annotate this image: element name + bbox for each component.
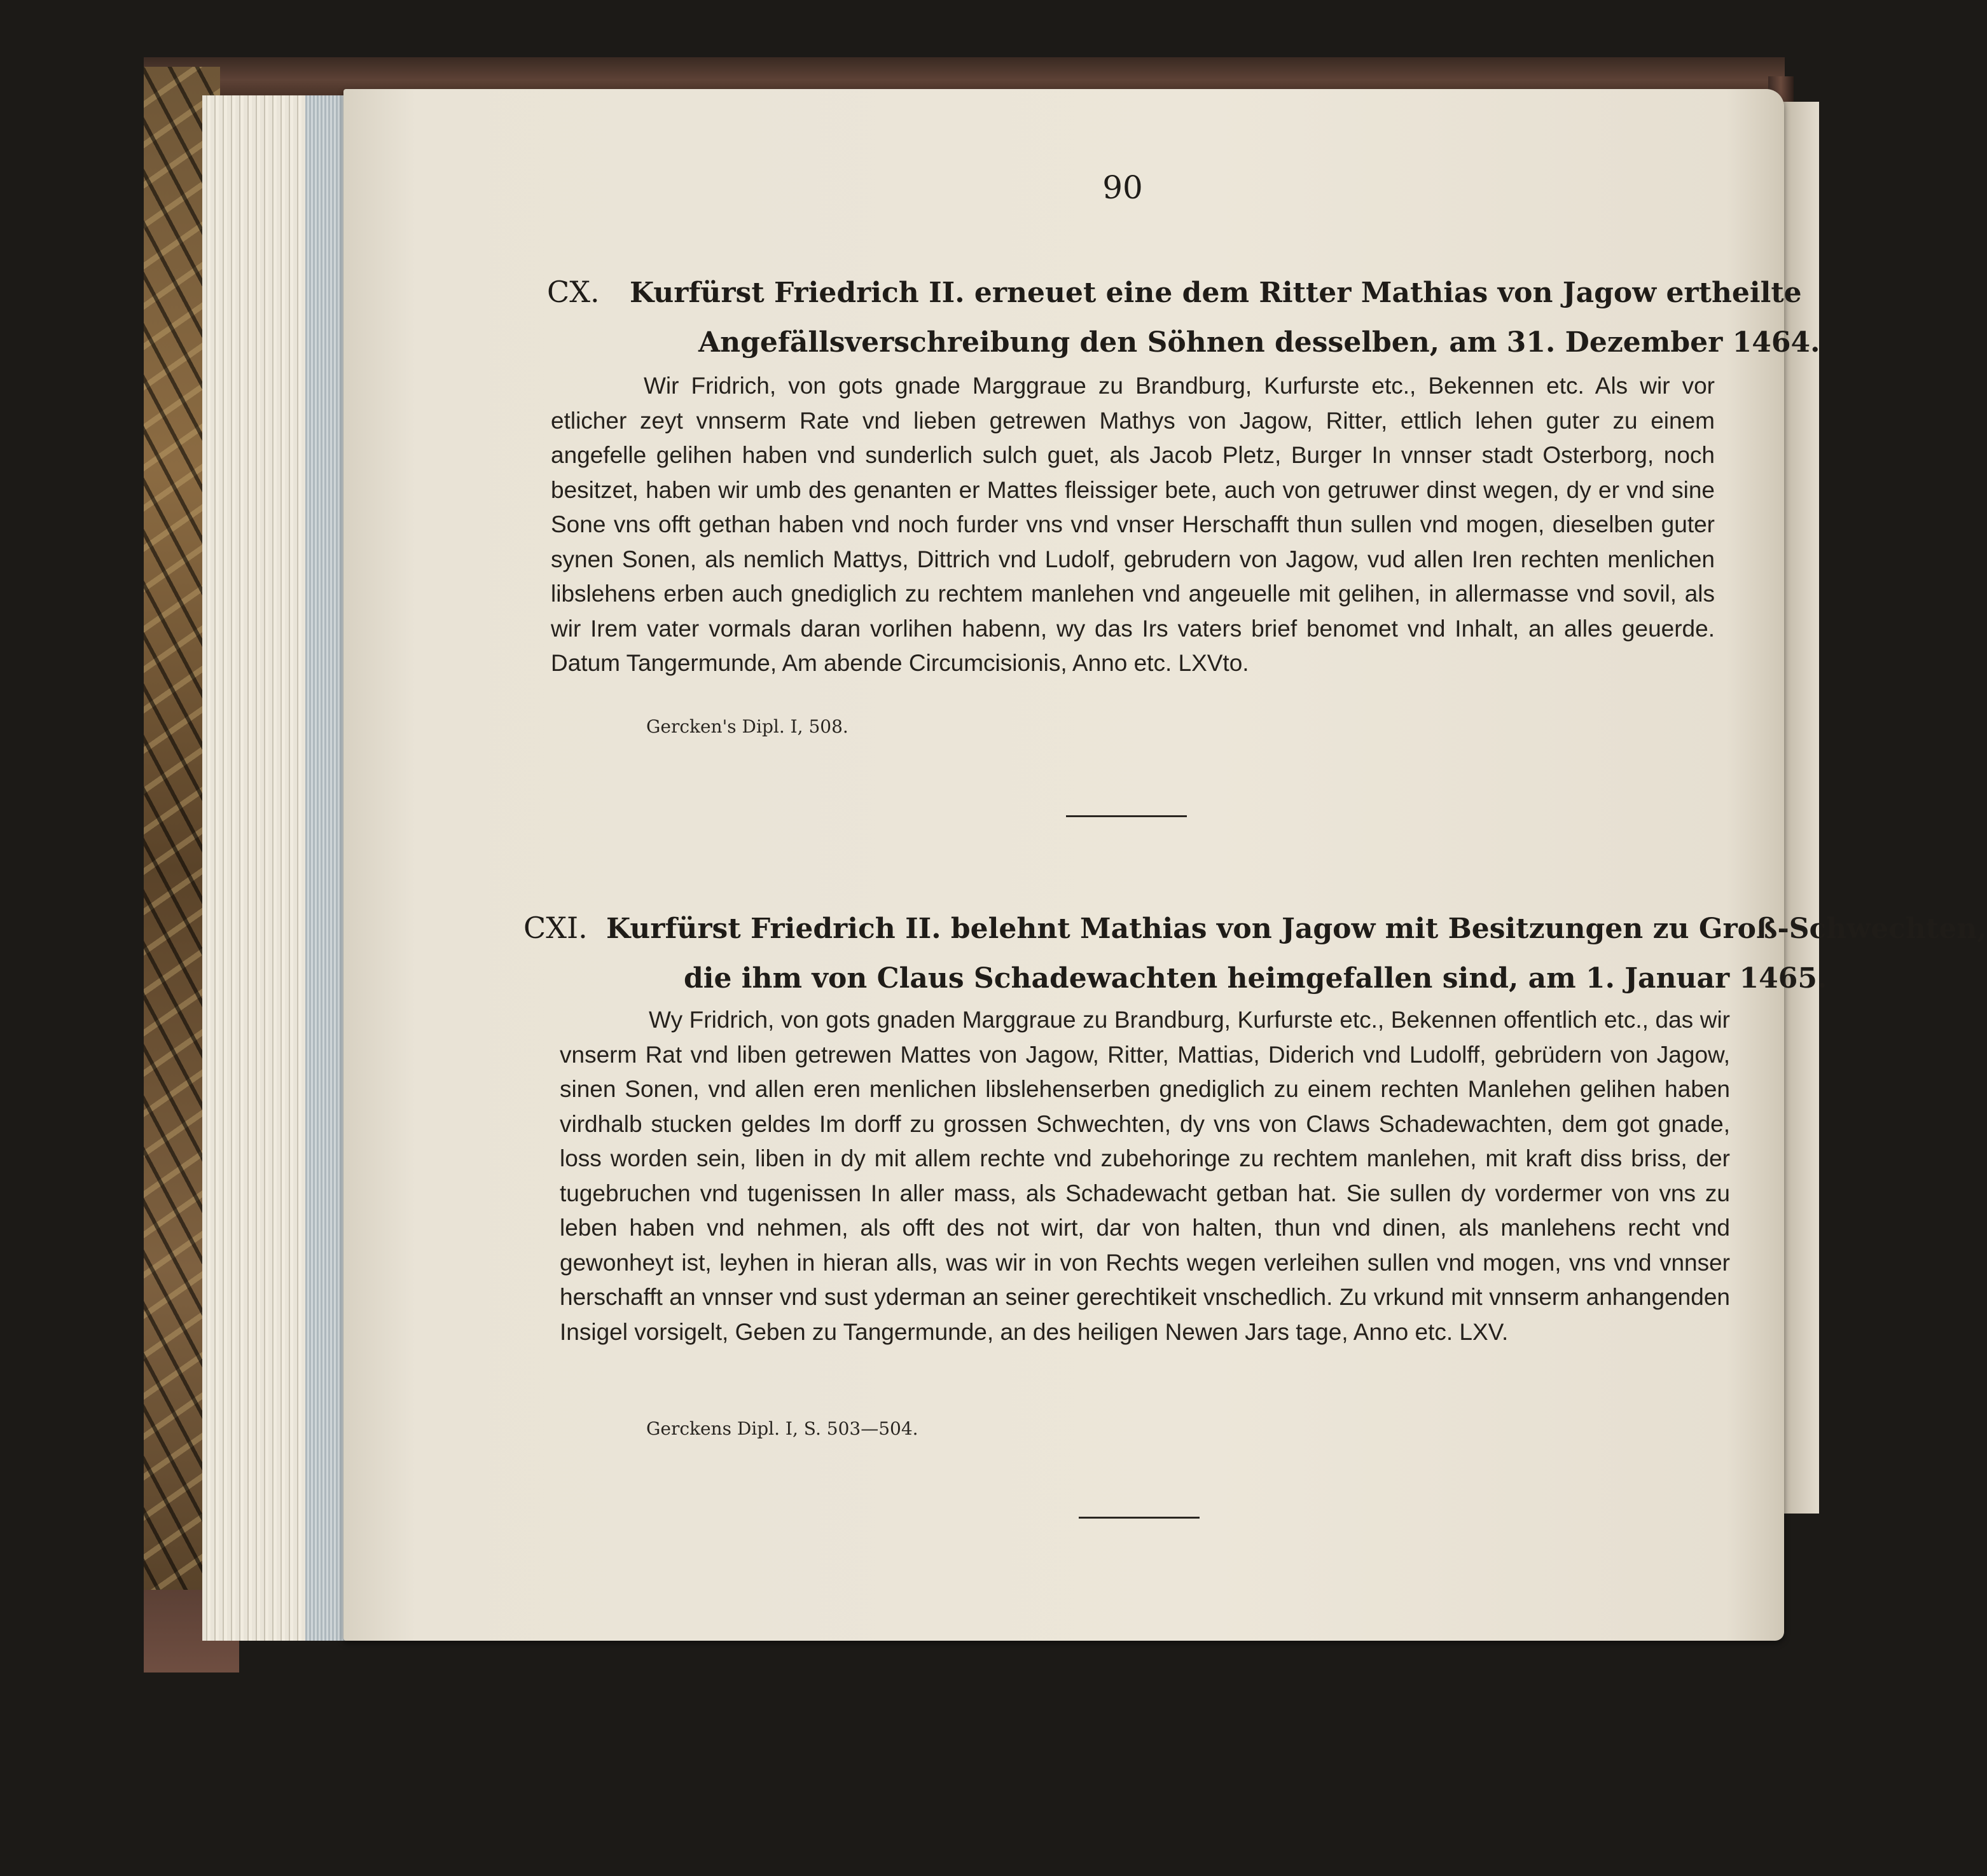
section-heading-cx bbox=[547, 267, 1820, 368]
section-text-cxi: Wy Fridrich, von gots gnaden Marggraue zu Brandburg, Kurfurste etc., Bekennen offentlich etc., das wir vnserm Rat vnd liben getrewen Mattes von Jagow, Ritter, Mattias, Diderich vnd Ludolff, gebrüdern von Jagow, sinen Sonen, vnd allen eren menlichen libslehenserben gnediglich zu einem rechten Manlehen gelihen haben virdhalb stucken geldes Im dorff zu grossen Schwechten, dy vns von Claws Schadewachten, dem got gnade, loss worden sein, liben in dy mit allem rechte vnd zubehoringe zu rechtem manlehen, mit kraft diss briss, der tugebruchen vnd tugenissen In aller mass, als Schadewacht getban hat. Sie sullen dy vordermer von vns zu leben haben vnd nehmen, als offt des not wirt, dar von halten, thun vnd dinen, als manlehens recht vnd gewonheyt ist, leyhen in hieran alls, was wir in von Rechts wegen verleihen sullen vnd mogen, vns vnd vnnser herschafft an vnnser vnd sust yderman an seiner gerechtikeit vnschedlich. Zu vrkund mit vnnserm anhangenden Insigel vorsigelt, Geben zu Tangermunde, an des heiligen Newen Jars tage, Anno etc. LXV. bbox=[560, 1007, 1730, 1345]
section-title-line1: Kurfürst Friedrich II. erneuet eine dem Ritter Mathias von Jagow ertheilte bbox=[630, 277, 1802, 309]
section-number: CX. bbox=[547, 275, 600, 309]
section-title-line2: die ihm von Claus Schadewachten heimgefallen sind, am 1. Januar 1465. bbox=[684, 962, 1827, 995]
section-title-line2: Angefällsverschreibung den Söhnen desselben, am 31. Dezember 1464. bbox=[698, 326, 1820, 359]
section-text-cx: Wir Fridrich, von gots gnade Marggraue zu Brandburg, Kurfurste etc., Bekennen etc. Als wir vor etlicher zeyt vnnserm Rate vnd lieben getrewen Mathys von Jagow, Ritter, ettlich lehen guter zu einem angefelle gelihen haben vnd sunderlich sulch guet, als Jacob Pletz, Burger In vnnser stadt Osterborg, noch besitzet, haben wir umb des genanten er Mattes fleissiger bete, auch von getruwer dinst wegen, dy er vnd sine Sone vns offt gethan haben vnd noch furder vns vnd vnser Herschafft thun sullen vnd mogen, dieselben guter synen Sonen, als nemlich Mattys, Dittrich vnd Ludolf, gebrudern von Jagow, vud allen Iren rechten menlichen libslehens erben auch gnediglich zu rechtem manlehen vnd angeuelle mit gelihen, in allermasse vnd sovil, als wir Irem vater vormals daran vorlihen habenn, wy das Irs vaters brief benomet vnd Inhalt, an alles geuerde. Datum Tangermunde, Am abende Circumcisionis, Anno etc. LXVto. bbox=[551, 373, 1715, 676]
source-citation-cxi: Gerckens Dipl. I, S. 503—504. bbox=[646, 1418, 918, 1439]
page-number: 90 bbox=[1102, 169, 1143, 206]
source-citation-cx: Gercken's Dipl. I, 508. bbox=[646, 716, 848, 737]
end-divider bbox=[1079, 1517, 1200, 1519]
section-title-line1: Kurfürst Friedrich II. belehnt Mathias von Jagow mit Besitzungen zu Groß-Schwechten, bbox=[606, 913, 1987, 945]
section-number: CXI. bbox=[523, 911, 588, 945]
facing-page-edge bbox=[1781, 102, 1819, 1514]
section-divider bbox=[1066, 815, 1187, 817]
section-heading-cxi bbox=[523, 903, 1987, 1004]
